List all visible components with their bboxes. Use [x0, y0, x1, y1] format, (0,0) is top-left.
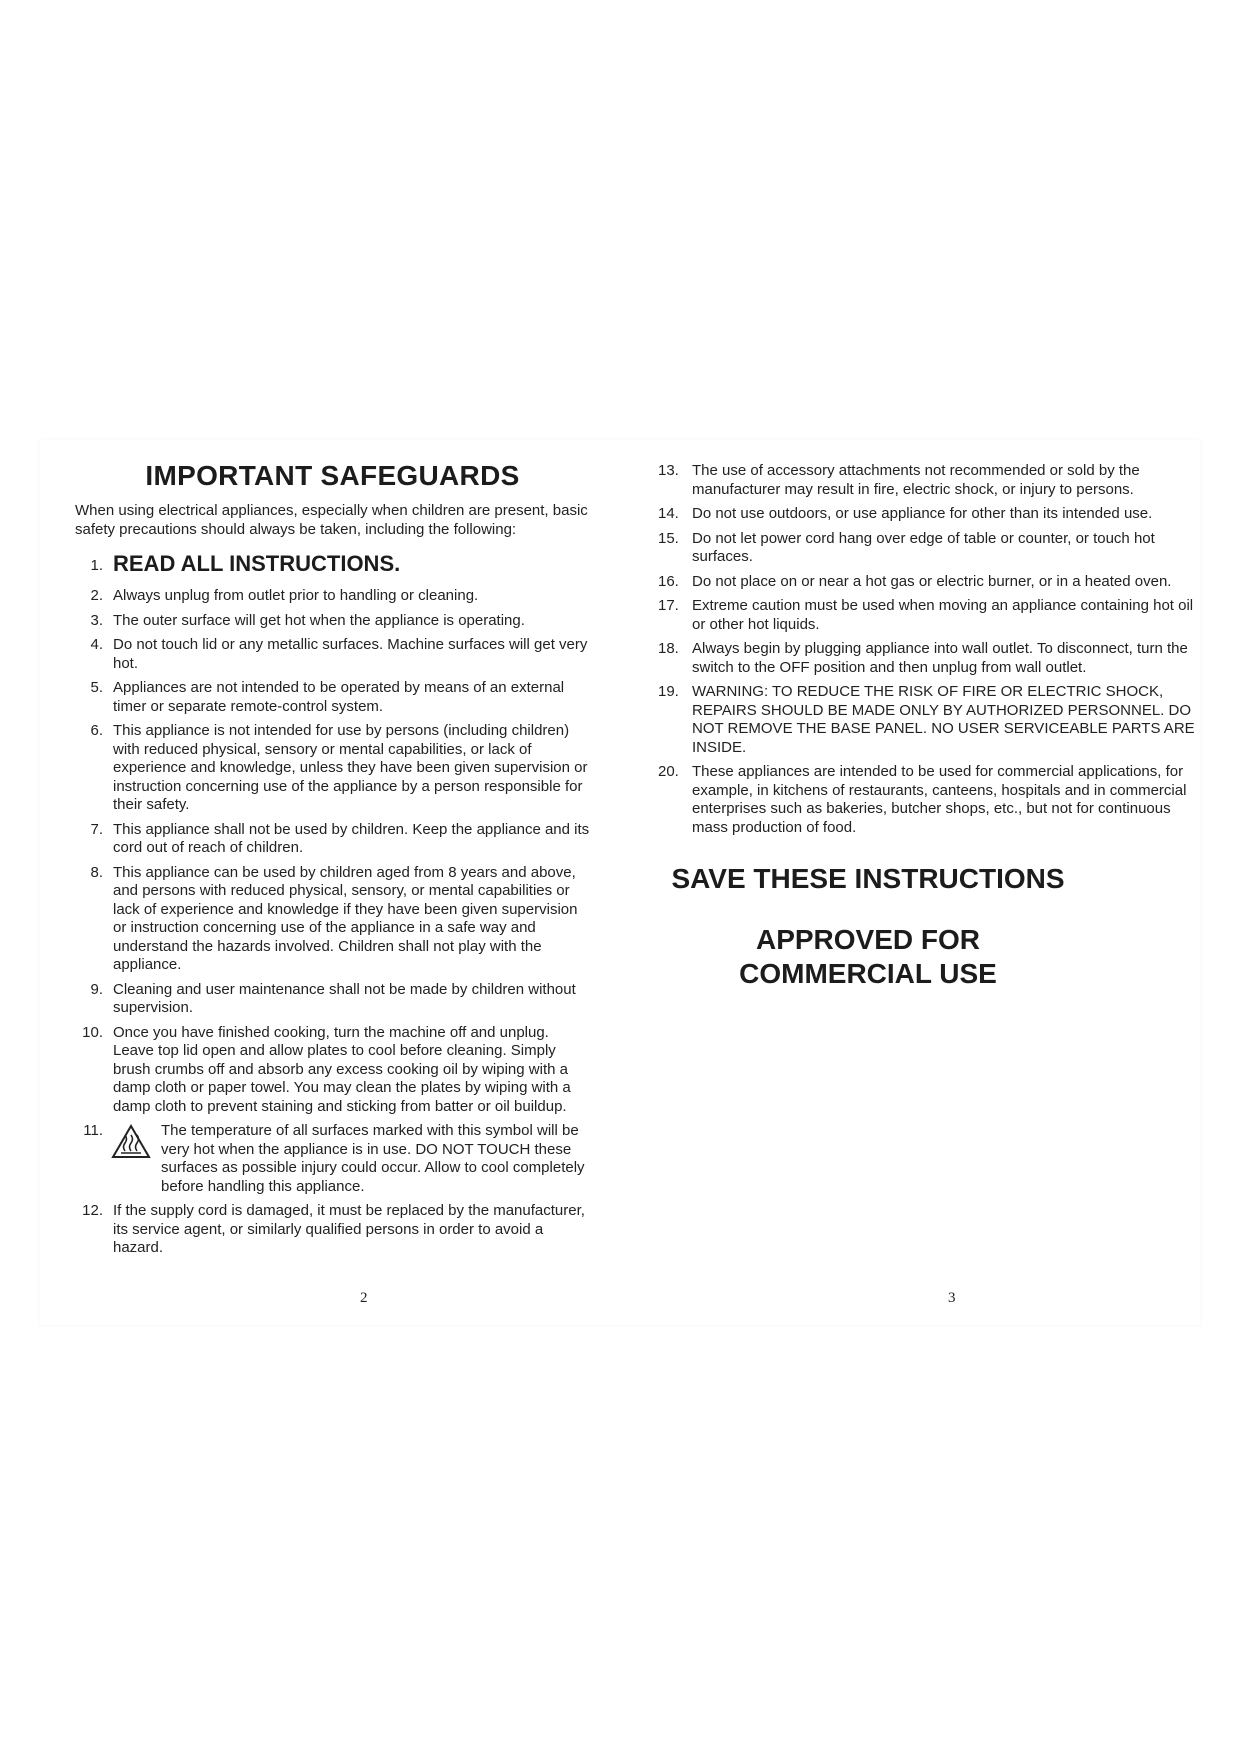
item-number: 18.	[658, 640, 679, 657]
list-item-11	[75, 1122, 590, 1196]
item-text: Do not use outdoors, or use appliance for other than its intended use.	[692, 505, 1153, 522]
page-left	[75, 440, 590, 1306]
item-number: 1.	[90, 557, 103, 574]
item-text: Extreme caution must be used when moving an appliance containing hot oil or other hot liquids.	[692, 597, 1194, 633]
item-number: 9.	[90, 980, 103, 998]
list-item-17	[658, 597, 1203, 634]
list-item-8	[75, 864, 590, 975]
item-text: READ ALL INSTRUCTIONS.	[113, 551, 401, 576]
list-item-4	[75, 636, 590, 673]
item-text: These appliances are intended to be used for commercial applications, for example, in kitchens of restaurants, canteens, hospitals and in commercial enterprises such as bakeries, butcher shops, etc., but not for continuous mass production of food.	[692, 763, 1187, 836]
item-number: 16.	[658, 572, 679, 590]
item-number: 12.	[82, 1202, 103, 1219]
page-number: 2	[360, 1290, 368, 1306]
item-text: The outer surface will get hot when the appliance is operating.	[113, 611, 525, 629]
item-number: 20.	[658, 763, 679, 780]
list-item-7	[75, 821, 590, 858]
item-text: Always unplug from outlet prior to handling or cleaning.	[113, 587, 479, 604]
list-item-1	[75, 551, 590, 577]
save-instructions-heading: SAVE THESE INSTRUCTIONS	[671, 863, 1065, 894]
list-item-6	[75, 722, 590, 815]
item-number: 13.	[658, 462, 679, 479]
list-item-20	[658, 763, 1203, 837]
list-item-16	[658, 573, 1203, 592]
list-item-13	[658, 462, 1203, 499]
item-text: This appliance can be used by children aged from 8 years and above, and persons with reduced physical, sensory, or mental capabilities or lack of experience and knowledge if they have been given supervision or instruction concerning use of the appliance in a safe way and understand the hazards involved. Children shall not play with the appliance.	[113, 863, 578, 973]
item-text: Do not let power cord hang over edge of table or counter, or touch hot surfaces.	[692, 529, 1155, 565]
list-item-18	[658, 640, 1203, 677]
item-number: 7.	[90, 820, 103, 838]
item-number: 17.	[658, 597, 679, 614]
list-item-12	[75, 1202, 590, 1258]
item-text: This appliance is not intended for use by persons (including children) with reduced physical, sensory or mental capabilities, or lack of experience and knowledge, unless they have been given supervision or instruction concerning use of the appliance by a person responsible for their safety.	[113, 722, 588, 813]
page-number: 3	[948, 1290, 956, 1306]
approved-line-1: APPROVED FOR	[755, 924, 981, 955]
item-text: If the supply cord is damaged, it must be replaced by the manufacturer, its service agent, or similarly qualified persons in order to avoid a hazard.	[113, 1202, 585, 1256]
page-right	[658, 440, 1203, 1306]
item-text: Appliances are not intended to be operated by means of an external timer or separate remote-control system.	[113, 679, 565, 715]
approved-line-2: COMMERCIAL USE	[739, 958, 997, 989]
intro-paragraph: When using electrical appliances, especially when children are present, basic safety precautions should always be taken, including the following:	[75, 502, 588, 538]
list-item-10	[75, 1024, 590, 1117]
item-number: 15.	[658, 529, 679, 547]
approved-commercial-heading	[658, 923, 1078, 991]
item-text: Do not touch lid or any metallic surfaces. Machine surfaces will get very hot.	[113, 636, 588, 672]
item-number: 11.	[83, 1122, 103, 1139]
list-item-9	[75, 981, 590, 1018]
item-number: 10.	[82, 1023, 103, 1041]
list-item-2	[75, 587, 590, 606]
item-number: 3.	[90, 611, 103, 629]
item-text: The temperature of all surfaces marked with this symbol will be very hot when the appliance is in use. DO NOT TOUCH these surfaces as possible injury could occur. Allow to cool completely before handling this appliance.	[161, 1122, 585, 1195]
list-item-15	[658, 530, 1203, 567]
item-text: WARNING: TO REDUCE THE RISK OF FIRE OR ELECTRIC SHOCK, REPAIRS SHOULD BE MADE ONLY BY AUTHORIZED PERSONNEL. DO NOT REMOVE THE BASE PANEL. NO USER SERVICEABLE PARTS ARE INSIDE.	[692, 683, 1195, 756]
item-number: 19.	[658, 683, 679, 700]
item-number: 5.	[90, 679, 103, 696]
item-text: Do not place on or near a hot gas or electric burner, or in a heated oven.	[692, 572, 1172, 590]
item-text: Cleaning and user maintenance shall not be made by children without supervision.	[113, 980, 576, 1016]
item-number: 8.	[90, 863, 103, 881]
item-number: 2.	[90, 587, 103, 604]
list-item-3	[75, 612, 590, 631]
item-text: The use of accessory attachments not recommended or sold by the manufacturer may result in fire, electric shock, or injury to persons.	[692, 462, 1140, 498]
page-title: IMPORTANT SAFEGUARDS	[145, 460, 520, 491]
list-item-19	[658, 683, 1203, 757]
list-item-5	[75, 679, 590, 716]
list-item-14	[658, 505, 1203, 524]
item-text: Always begin by plugging appliance into wall outlet. To disconnect, turn the switch to the OFF position and then unplug from wall outlet.	[692, 640, 1188, 676]
item-text: Once you have finished cooking, turn the machine off and unplug. Leave top lid open and allow plates to cool before cleaning. Simply brush crumbs off and absorb any excess cooking oil by wiping with a damp cloth or paper towel. You may clean the plates by wiping with a damp cloth to prevent staining and sticking from batter or oil buildup.	[113, 1023, 571, 1115]
item-number: 4.	[90, 636, 103, 653]
hot-surface-warning-icon	[111, 1124, 151, 1160]
item-number: 6.	[90, 722, 103, 739]
item-text: This appliance shall not be used by children. Keep the appliance and its cord out of reach of children.	[113, 820, 590, 856]
manual-spread	[40, 440, 1200, 1325]
item-number: 14.	[658, 505, 679, 522]
